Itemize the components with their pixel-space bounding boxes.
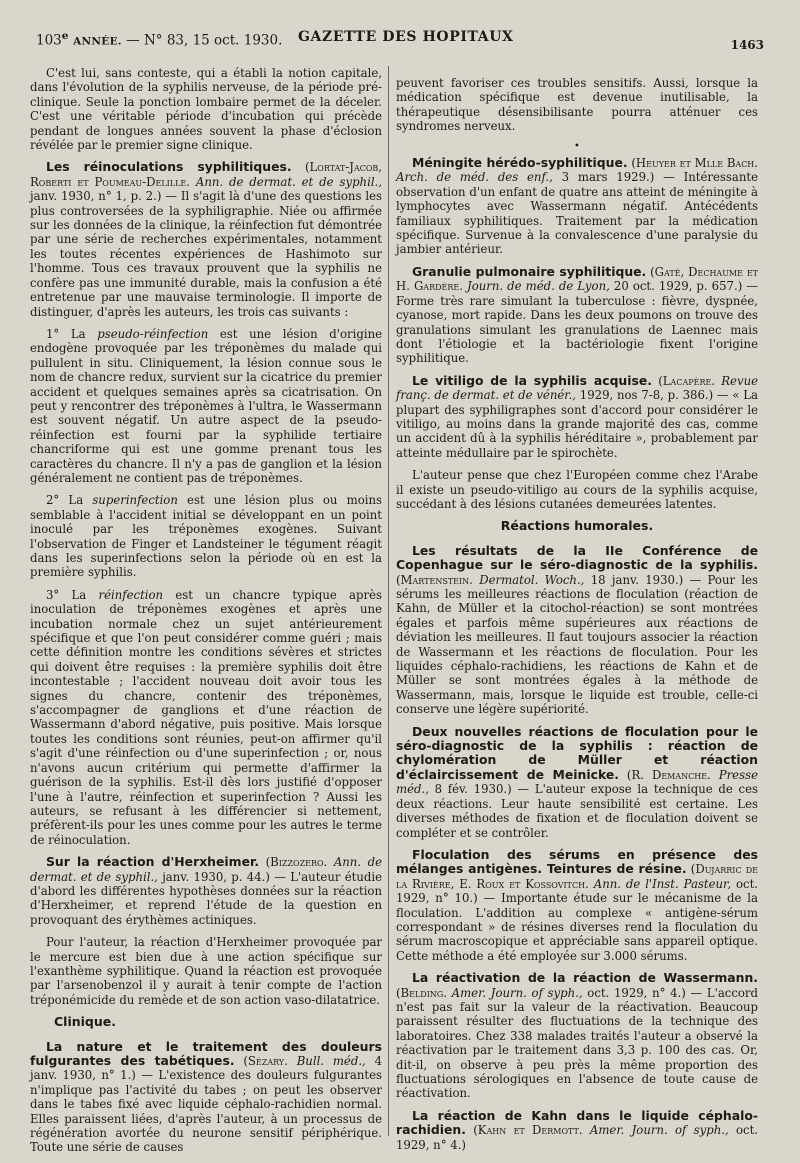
list-item <box>30 327 382 485</box>
article-text: — « La plupart des syphiligraphes sont d'accord pour considérer le vitiligo, au moins dans la grande majorité des cas, comme un accident dû à la syphilis héréditaire », probablement par atteinte médullaire par le spirochète. <box>396 388 759 460</box>
article-journal: Ann. de l'Inst. Pasteur, <box>593 876 732 891</box>
item-text: est un chancre typique après inoculation de tréponèmes exogènes et après une incubation normale chez un sujet antérieurement spécifique et que l'on peut considérer comme guéri ; mais cette définition montre les conditions sévères et strictes qui doivent être requises : la première syphilis doit être incontestable ; l'accident nouveau doit avoir tous les signes du chancre, contenir des tréponèmes, s'accompagner de ganglions et d'une réaction de Wassermann d'abord négative, puis positive. Mais lorsque toutes les conditions sont réunies, peut-on affirmer qu'il s'agit d'une réinfection ou d'une superinfection ; or, nous n'avons aucun critérium qui permette d'affirmer la guérison de la syphilis. Est-il dès lors justifié d'opposer l'une à l'autre, réinfection et superinfection ? Aussi les auteurs, se refusant à les différencier si nettement, préfèrent-ils pour les unes comme pour les autres le terme de réinoculation. <box>30 587 382 847</box>
year-number: 103 <box>36 32 62 49</box>
article-authors: (Bizzozero. <box>265 855 328 870</box>
article-title: Sur la réaction d'Herxheimer. <box>46 854 260 870</box>
article-journal: Amer. Journ. of syph., <box>589 1123 729 1138</box>
article-title: La réaction de Kahn dans le liquide céphalo-rachidien. <box>396 1107 758 1138</box>
journal-title: GAZETTE DES HOPITAUX <box>298 29 514 45</box>
article-authors: (Gaté, Dechaume et H. Gardère. <box>396 264 758 294</box>
article-text: — Il s'agit là d'une des questions les plus controversées de la syphiligraphie. Niée ou affirmée sur les données de la clinique, la réinfection fut démontrée par une série de recherches expérimentales, notamment les toutes récentes expériences de Hashimoto sur l'homme. Tous ces travaux prouvent que la syphilis ne confère pas une immunité durable, mais la confusion a été entretenue par une mauvaise terminologie. Il importe de distinguer, d'après les auteurs, les trois cas suivants : <box>30 189 382 319</box>
article-title: Méningite hérédo-syphilitique. <box>412 155 628 171</box>
article-deux-reactions <box>396 725 758 840</box>
section-heading-reactions: Réactions humorales. <box>500 518 654 534</box>
issue-info <box>36 30 282 49</box>
article-journal: Ann. de dermat. et de syphil., <box>195 174 382 189</box>
article-text: — Pour les sérums les meilleures réactions de floculation (réaction de Kahn, de Müller et la citochol-réaction) se sont montrées égales et parfois même supérieures aux réactions de déviation les meilleures. Il faut toujours associer la réaction de Wassermann et les réactions de floculation. Pour les liquides céphalo-rachidiens, les réactions de Kahn et de Müller se sont montrées égales à la méthode de Wassermann, mais, lorsque le liquide est trouble, celle-ci conserve une légère supériorité. <box>396 572 759 717</box>
article-journal: Dermatol. Woch., <box>479 572 585 587</box>
issue-number: — N° 83, 15 oct. 1930. <box>126 32 283 49</box>
article-authors: (Belding. <box>396 985 447 1000</box>
article-title: La réactivation de la réaction de Wassermann. <box>412 970 758 986</box>
item-number: 3° La <box>46 587 87 602</box>
article-text: — L'auteur expose la technique de ces deux réactions. Leur haute sensibilité est certaine. Les diverses méthodes de fixation et de floculation doivent se compléter et se contrôler. <box>396 782 758 840</box>
article-title: Le vitiligo de la syphilis acquise. <box>412 372 652 388</box>
article-reference: janv. 1930, n° 1, p. 2.) <box>30 189 162 204</box>
item-number: 1° La <box>46 326 86 341</box>
article-journal: Amer. Journ. of syph., <box>451 985 583 1000</box>
article-authors: (R. Demanche. <box>626 767 711 782</box>
article-reference: 3 mars 1929.) <box>561 170 655 185</box>
article-authors: (Martenstein. <box>396 572 473 587</box>
article-kahn <box>396 1109 758 1152</box>
year-superscript: e <box>61 30 69 42</box>
article-reinoculations <box>30 160 382 318</box>
separator-dot: • <box>574 140 580 152</box>
item-text: est une lésion plus ou moins semblable à l'accident initial se développant en un point inoculé par les tréponèmes exogènes. Suivant l'observation de Finger et Landsteiner le tégument réagit dans les superinfections selon la période où en est la première syphilis. <box>30 493 382 580</box>
item-term: pseudo-réinfection <box>97 326 209 341</box>
article-herxheimer <box>30 855 382 927</box>
article-journal: Revue franç. de dermat. et de vénér., <box>396 373 759 403</box>
article-reference: oct. 1929, n° 4.) <box>396 1123 758 1152</box>
article-vitiligo <box>396 374 758 460</box>
article-reference: 8 fév. 1930.) <box>434 782 512 797</box>
article-douleurs-fulgurantes <box>30 1040 382 1155</box>
article-authors: (Dujarric de la Rivière, E. Roux et Kossovitch. <box>396 862 758 891</box>
article-title: Les résultats de la IIe Conférence de Copenhague sur le séro-diagnostic de la syphilis. <box>396 542 758 573</box>
list-item <box>30 588 382 847</box>
item-text: est une lésion d'origine endogène provoquée par les tréponèmes du malade qui pullulent in situ. Cliniquement, la lésion connue sous le nom de chancre redux, survient sur la cicatrice du premier accident et quelques semaines après sa cicatrisation. On peut y rencontrer des tréponèmes à l'ultra, le Wassermann est souvent négatif. Un autre aspect de la pseudo-réinfection est fourni par la syphilide tertiaire chancriforme qui est une gomme prenant tous les caractères du chancre. Il n'y a pas de ganglion et la lésion généralement ne contient pas de tréponèmes. <box>30 326 383 485</box>
paragraph: Pour l'auteur, la réaction d'Herxheimer provoquée par le mercure est bien due à une action spécifique sur l'exanthème syphilitique. Quand la réaction est provoquée par l'arsenobenzol il y aurait à tenir compte de l'action tréponémicide du remède et de son action vaso-dilatatrice. <box>30 935 382 1007</box>
article-journal: Journ. de méd. de Lyon, <box>467 279 610 294</box>
article-title: Deux nouvelles réactions de floculation pour le séro-diagnostic de la syphilis : réaction de chylomération de Müller et réaction d'éclaircissement de Meinicke. <box>396 723 758 782</box>
paragraph: C'est lui, sans conteste, qui a établi la notion capitale, dans l'évolution de la syphilis nerveuse, de la période pré-clinique. Seule la ponction lombaire permet de la déceler. C'est une véritable période d'incubation qui précède pendant de longues années souvent la phase d'éclosion révélée par le premier signe clinique. <box>30 66 382 153</box>
article-text: — L'accord n'est pas fait sur la valeur de la réactivation. Beaucoup paraissent résulter des fluctuations de la technique des laboratoires. Chez 338 malades traités l'auteur a observé la réactivation par le traitement dans 3,3 p. 100 des cas. Or, dit-il, on observe à peu près la même proportion des fluctuations sérologiques en l'absence de toute cause de réactivation. <box>396 985 758 1101</box>
article-journal: Arch. de méd. des enf., <box>396 170 553 185</box>
article-reference: 4 janv. 1930, n° 1.) <box>30 1054 383 1083</box>
article-copenhague <box>396 544 758 717</box>
article-floculation <box>396 848 758 963</box>
section-heading-clinique: Clinique. <box>54 1014 116 1030</box>
article-journal: Ann. de dermat. et de syphil., <box>30 855 383 884</box>
item-term: superinfection <box>92 493 178 508</box>
article-reference: janv. 1930, p. 44.) <box>162 869 270 884</box>
article-authors: (Kahn et Dermott. <box>473 1123 583 1138</box>
article-text: — L'existence des douleurs fulgurantes n'implique pas l'activité du tabes ; on peut les observer dans le tabes fixé avec liquide céphalo-rachidien normal. Elles paraissent liées, d'après l'auteur, à un processus de régénération avortée du neurone sensitif périphérique. Toute une série de causes <box>30 1068 382 1155</box>
paragraph: L'auteur pense que chez l'Européen comme chez l'Arabe il existe un pseudo-vitiligo au cours de la syphilis acquise, succédant à des lésions cutanées demeurées latentes. <box>396 468 758 511</box>
list-item <box>30 493 382 579</box>
article-reference: 18 janv. 1930.) <box>590 572 684 587</box>
article-title: Floculation des sérums en présence des mélanges antigènes. Teintures de résine. <box>396 846 758 877</box>
article-reference: oct. 1929, n° 4.) <box>587 985 686 1000</box>
left-column <box>30 66 382 1163</box>
item-number: 2° La <box>46 493 84 508</box>
article-authors: (Lortat-Jacob, Roberti et Poumeau-Delille. <box>30 160 382 189</box>
article-reference: oct. 1929, n° 10.) <box>396 876 758 906</box>
right-column <box>396 76 758 1160</box>
article-title: Les réinoculations syphilitiques. <box>46 159 292 175</box>
article-title: Granulie pulmonaire syphilitique. <box>412 263 647 279</box>
year-word: ANNÉE. <box>73 35 122 48</box>
article-authors: (Sézary. <box>243 1054 288 1068</box>
article-text: — Forme très rare simulant la tuberculose : fièvre, dyspnée, cyanose, mort rapide. Dans les deux poumons on trouve des granulations simulant les granulations de Laennec mais dont l'étiologie et la bactériologie fixent l'origine syphilitique. <box>396 279 759 366</box>
article-text: — Intéressante observation d'un enfant de quatre ans atteint de méningite à lymphocytes avec Wassermann négatif. Antécédents familiaux syphilitiques. Traitement par la médication spécifique. Survenue à la convalescence d'une paralysie du jambier antérieur. <box>396 170 758 257</box>
article-journal: Bull. méd., <box>296 1054 366 1068</box>
article-title: La nature et le traitement des douleurs fulgurantes des tabétiques. <box>30 1038 382 1068</box>
article-reference: 1929, nos 7-8, p. 386.) <box>579 388 714 403</box>
article-text: — L'auteur étudie d'abord les différentes hypothèses données sur la réaction d'Herxheimer, et reprend l'étude de la question en provoquant des érythèmes actiniques. <box>30 869 383 927</box>
page-number: 1463 <box>730 38 764 52</box>
article-granulie <box>396 265 758 366</box>
column-divider <box>388 66 389 1136</box>
article-meningite <box>396 156 758 257</box>
paragraph: peuvent favoriser ces troubles sensitifs. Aussi, lorsque la médication spécifique est devenue inutilisable, la thérapeutique désensibilisante pourra atténuer ces syndromes nerveux. <box>396 76 758 134</box>
item-term: réinfection <box>98 587 164 602</box>
article-text: — Importante étude sur le mécanisme de la floculation. L'addition au complexe « antigène-sérum correspondant » de résines diverses rend la floculation du sérum macroscopique et appréciable sans appareil optique. Cette méthode a été employée sur 3.000 sérums. <box>396 891 758 963</box>
page-header <box>36 28 764 52</box>
article-authors: (Lacapère. <box>658 373 716 388</box>
article-authors: (Heuyer et Mlle Bach. <box>631 156 759 171</box>
article-reference: 20 oct. 1929, p. 657.) <box>613 279 743 294</box>
article-journal: Presse méd., <box>396 767 759 797</box>
article-reactivation <box>396 971 758 1101</box>
